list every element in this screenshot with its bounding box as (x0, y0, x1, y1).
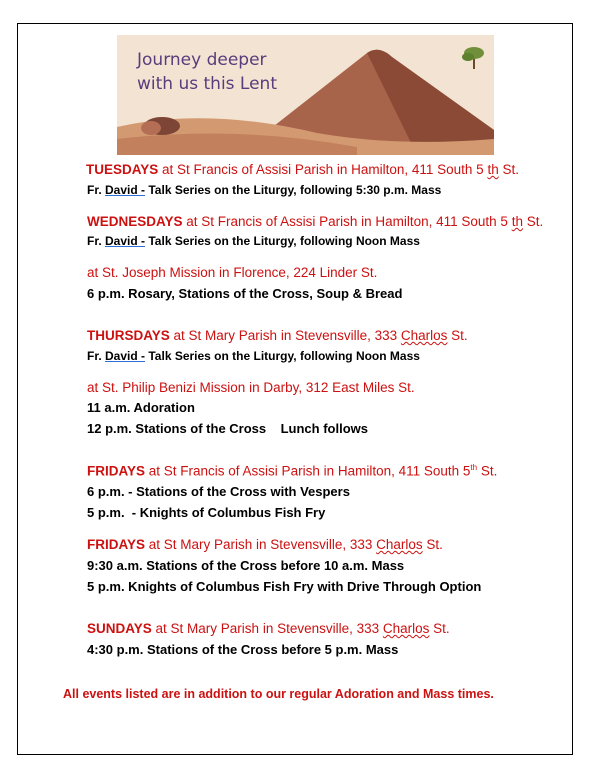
wednesday-location-2: at St. Joseph Mission in Florence, 224 Linder St. (87, 265, 378, 280)
thursday-day: THURSDAYS (87, 328, 170, 343)
friday-hamilton-location-end: St. (477, 463, 498, 479)
thursday-fr: Fr. (87, 349, 106, 363)
wednesday-heading (87, 214, 543, 229)
banner-headline (137, 48, 277, 96)
sunday-location-end: St. (429, 621, 450, 636)
thursday-location-street: Charlos (400, 328, 448, 343)
friday-hamilton-day: FRIDAYS (87, 463, 146, 479)
sunday-location-street: Charlos (382, 621, 430, 636)
tuesday-heading (86, 162, 519, 177)
thursday-detail-3: 12 p.m. Stations of the Cross Lunch follows (87, 421, 368, 436)
friday-hamilton-detail-1: 6 p.m. - Stations of the Cross with Vespers (87, 484, 350, 499)
thursday-heading (87, 328, 468, 343)
footer-note: All events listed are in addition to our regular Adoration and Mass times. (63, 687, 494, 701)
thursday-location-2: at St. Philip Benizi Mission in Darby, 312 East Miles St. (87, 380, 415, 395)
wednesday-fr: Fr. (87, 234, 106, 248)
tuesday-detail-text: Talk Series on the Liturgy, following 5:30 p.m. Mass (145, 183, 442, 197)
tuesday-location: at St Francis of Assisi Parish in Hamilton, 411 South 5 (158, 162, 488, 177)
wednesday-detail (87, 234, 420, 248)
thursday-detail (87, 349, 420, 363)
tuesday-location-th: th (487, 162, 499, 177)
sunday-heading (87, 621, 450, 636)
tuesday-fr: Fr. (87, 183, 106, 197)
friday-stevensville-location: at St Mary Parish in Stevensville, 333 (145, 537, 377, 552)
wednesday-location: at St Francis of Assisi Parish in Hamilton, 411 South 5 (182, 214, 512, 229)
banner-line-2: with us this Lent (137, 74, 278, 94)
friday-hamilton-detail-2: 5 p.m. - Knights of Columbus Fish Fry (87, 505, 326, 520)
sunday-day: SUNDAYS (87, 621, 152, 636)
friday-stevensville-detail-1: 9:30 a.m. Stations of the Cross before 10 a.m. Mass (87, 558, 405, 573)
tuesday-detail (87, 183, 441, 197)
tuesday-day: TUESDAYS (86, 162, 159, 177)
sunday-detail-1: 4:30 p.m. Stations of the Cross before 5 p.m. Mass (87, 642, 399, 657)
friday-hamilton-heading (87, 463, 497, 479)
friday-stevensville-heading (87, 537, 443, 552)
thursday-detail-2: 11 a.m. Adoration (87, 400, 195, 415)
tuesday-location-end: St. (498, 162, 519, 177)
friday-stevensville-detail-2: 5 p.m. Knights of Columbus Fish Fry with Drive Through Option (87, 579, 482, 594)
tuesday-name: David - (105, 183, 146, 197)
friday-stevensville-day: FRIDAYS (87, 537, 146, 552)
friday-stevensville-location-end: St. (422, 537, 443, 552)
wednesday-name: David - (105, 234, 146, 248)
wednesday-day: WEDNESDAYS (87, 214, 183, 229)
thursday-detail-text: Talk Series on the Liturgy, following Noon Mass (145, 349, 420, 363)
friday-hamilton-location-sup: th (470, 463, 478, 472)
wednesday-location-th: th (511, 214, 523, 229)
banner-line-1: Journey deeper (137, 50, 267, 70)
lent-banner (117, 35, 494, 155)
thursday-location-end: St. (447, 328, 468, 343)
friday-hamilton-location: at St Francis of Assisi Parish in Hamilton, 411 South 5 (145, 463, 471, 479)
friday-stevensville-street: Charlos (376, 537, 423, 552)
wednesday-detail-text: Talk Series on the Liturgy, following Noon Mass (145, 234, 420, 248)
wednesday-location-end: St. (522, 214, 544, 229)
thursday-name: David - (105, 349, 146, 363)
sunday-location: at St Mary Parish in Stevensville, 333 (151, 621, 383, 636)
thursday-location: at St Mary Parish in Stevensville, 333 (169, 328, 401, 343)
wednesday-detail-2: 6 p.m. Rosary, Stations of the Cross, Soup & Bread (87, 286, 403, 301)
